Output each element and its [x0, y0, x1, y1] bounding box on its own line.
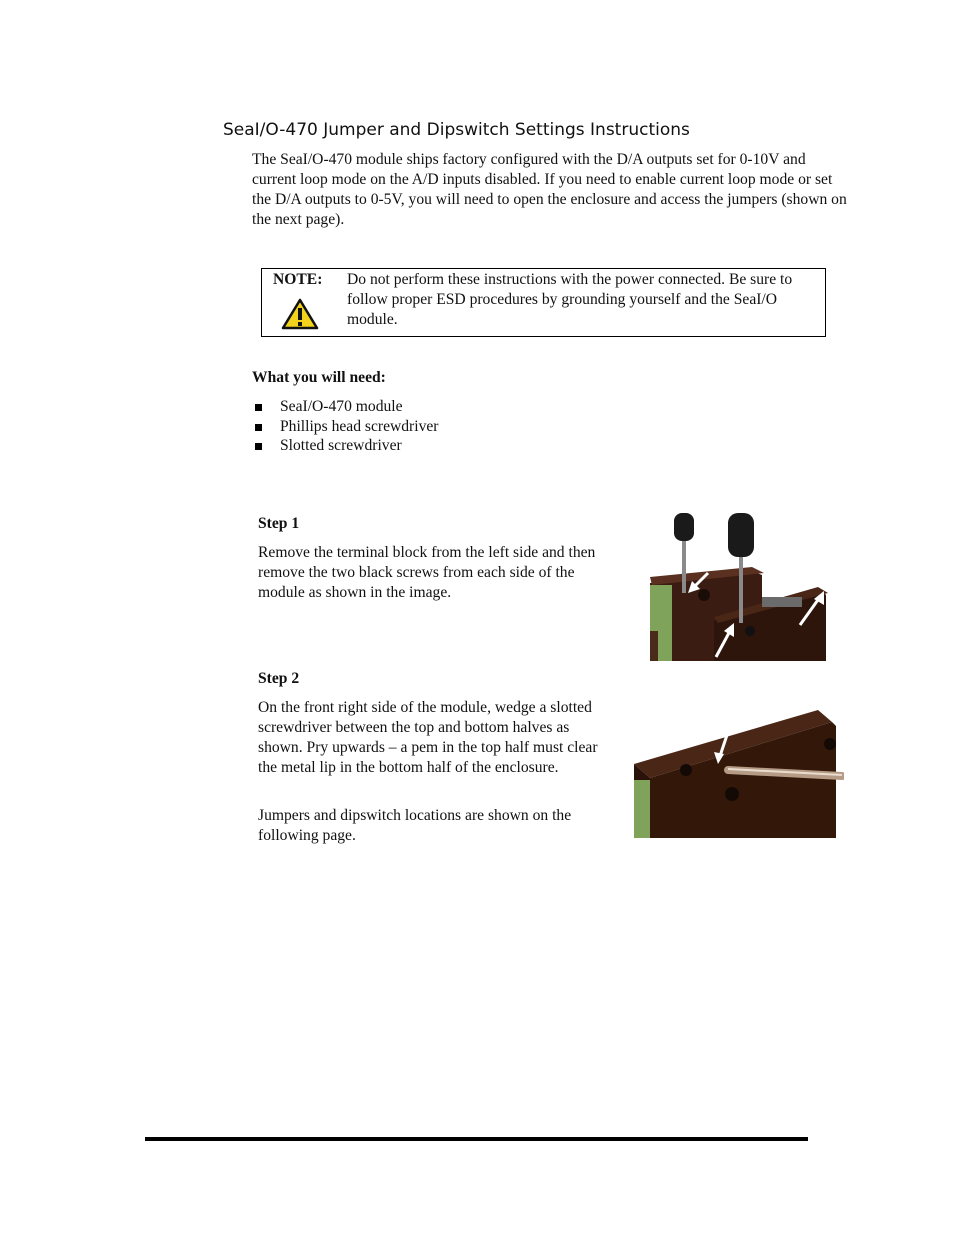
list-item [252, 397, 439, 417]
step-2-title: Step 2 [258, 670, 300, 687]
page-heading: SeaI/O-470 Jumper and Dipswitch Settings Instructions [223, 120, 690, 140]
list-item-text: SeaI/O-470 module [280, 398, 403, 415]
note-text: Do not perform these instructions with the power connected. Be sure to follow proper ESD procedures by grounding yourself and the SeaI/O module. [347, 271, 793, 328]
step-1-title: Step 1 [258, 515, 300, 532]
note-label: NOTE: [273, 271, 323, 288]
footer-rule [145, 1137, 808, 1141]
needs-title: What you will need: [252, 369, 386, 386]
step-2-note: Jumpers and dipswitch locations are shown on the following page. [258, 807, 572, 844]
list-item-text: Slotted screwdriver [280, 437, 402, 454]
list-item [252, 417, 439, 437]
needs-list [252, 397, 439, 456]
intro-paragraph: The SeaI/O-470 module ships factory configured with the D/A outputs set for 0-10V and current loop mode on the A/D inputs disabled. If you need to enable current loop mode or set the D/A outputs to 0-5V, you will need to open the enclosure and access the jumpers (shown on the next page). [252, 151, 847, 228]
bullet-icon [255, 424, 262, 431]
step-2-text: On the front right side of the module, wedge a slotted screwdriver between the top and bottom halves as shown. Pry upwards – a pem in the top half must clear the metal lip in the bottom half of the enclosure. [258, 699, 598, 776]
step-2-photo [632, 706, 844, 843]
note-box [261, 268, 826, 337]
list-item [252, 436, 439, 456]
list-item-text: Phillips head screwdriver [280, 417, 439, 435]
bullet-icon [255, 443, 262, 450]
warning-icon [281, 298, 319, 335]
bullet-icon [255, 404, 262, 411]
step-1-text: Remove the terminal block from the left side and then remove the two black screws from each side of the module as shown in the image. [258, 544, 596, 601]
step-1-photo [622, 513, 832, 666]
